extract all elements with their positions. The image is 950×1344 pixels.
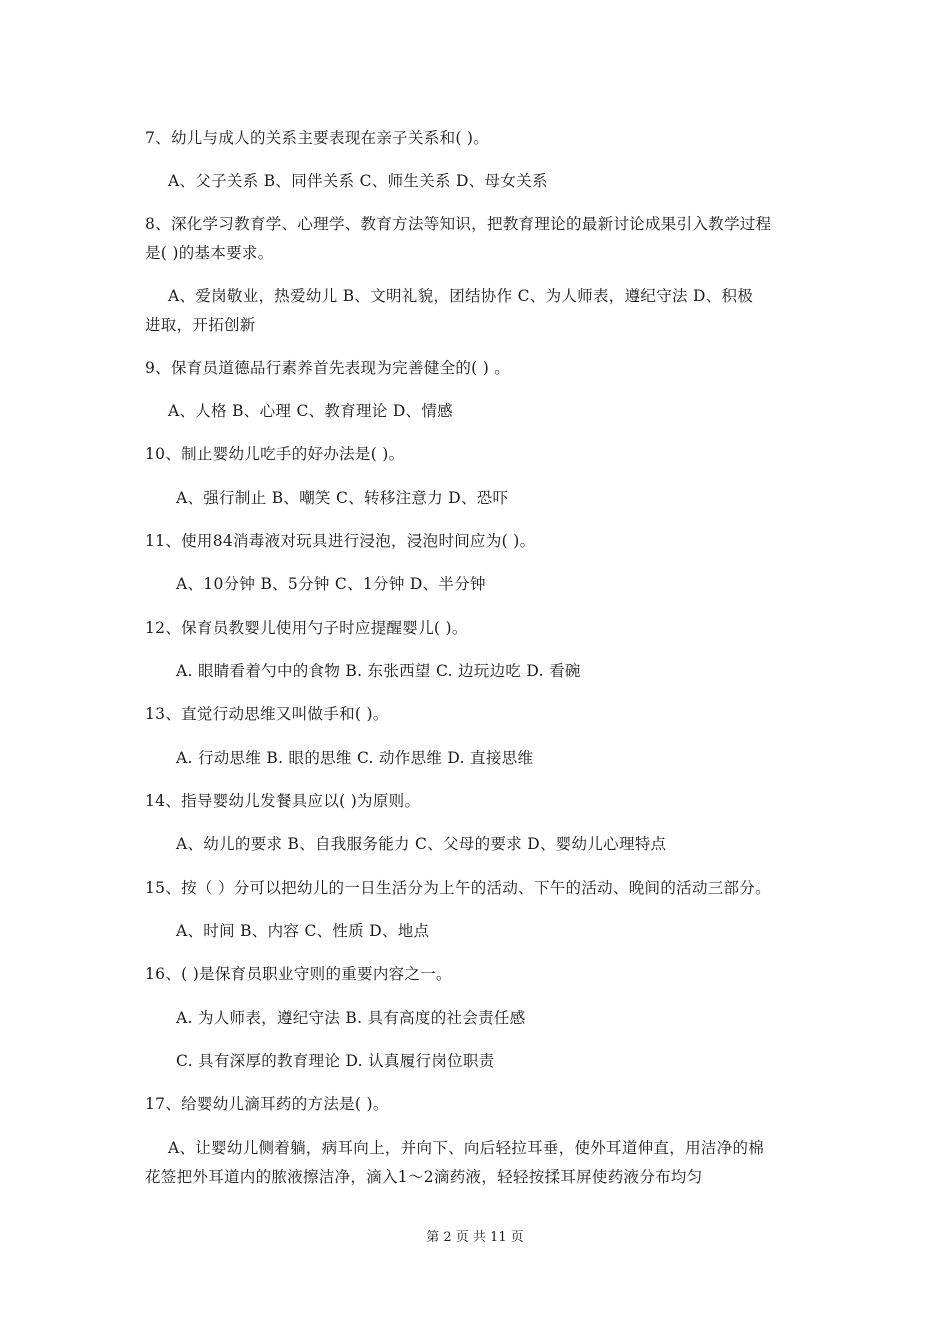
question-8: 8、深化学习教育学、心理学、教育方法等知识，把教育理论的最新讨论成果引入教学过程: [145, 215, 772, 233]
question-11: 11、使用84消毒液对玩具进行浸泡，浸泡时间应为( )。: [145, 532, 536, 550]
question-12: 12、保育员教婴儿使用勺子时应提醒婴儿( )。: [145, 619, 468, 637]
options-11: A、10分钟 B、5分钟 C、1分钟 D、半分钟: [176, 575, 486, 593]
options-8: A、爱岗敬业，热爱幼儿 B、文明礼貌，团结协作 C、为人师表，遵纪守法 D、积极: [168, 287, 754, 305]
options-7: A、父子关系 B、同伴关系 C、师生关系 D、母女关系: [168, 172, 548, 190]
question-10: 10、制止婴幼儿吃手的好办法是( )。: [145, 445, 405, 463]
options-10: A、强行制止 B、嘲笑 C、转移注意力 D、恐吓: [176, 489, 509, 507]
options-14: A、幼儿的要求 B、自我服务能力 C、父母的要求 D、婴幼儿心理特点: [176, 835, 667, 853]
question-14: 14、指导婴幼儿发餐具应以( )为原则。: [145, 792, 421, 810]
options-17-cont: 花签把外耳道内的脓液擦洁净，滴入1～2滴药液，轻轻按揉耳屏使药液分布均匀: [145, 1168, 703, 1186]
question-7: 7、幼儿与成人的关系主要表现在亲子关系和( )。: [145, 129, 490, 147]
question-8-cont: 是( )的基本要求。: [145, 244, 274, 262]
question-16: 16、( )是保育员职业守则的重要内容之一。: [145, 965, 452, 983]
options-8-cont: 进取，开拓创新: [145, 316, 256, 334]
question-17: 17、给婴幼儿滴耳药的方法是( )。: [145, 1095, 389, 1113]
options-9: A、人格 B、心理 C、教育理论 D、情感: [168, 402, 453, 420]
question-15: 15、按（ ）分可以把幼儿的一日生活分为上午的活动、下午的活动、晚间的活动三部分。: [145, 879, 771, 897]
options-16-row2: C. 具有深厚的教育理论 D. 认真履行岗位职责: [176, 1052, 495, 1070]
options-12: A. 眼睛看着勺中的食物 B. 东张西望 C. 边玩边吃 D. 看碗: [176, 662, 581, 680]
options-16-row1: A. 为人师表，遵纪守法 B. 具有高度的社会责任感: [176, 1009, 526, 1027]
options-17: A、让婴幼儿侧着躺，病耳向上，并向下、向后轻拉耳垂，使外耳道伸直，用洁净的棉: [168, 1139, 765, 1157]
options-13: A. 行动思维 B. 眼的思维 C. 动作思维 D. 直接思维: [176, 749, 534, 767]
question-9: 9、保育员道德品行素养首先表现为完善健全的( ) 。: [145, 359, 511, 377]
question-13: 13、直觉行动思维又叫做手和( )。: [145, 705, 389, 723]
options-15: A、时间 B、内容 C、性质 D、地点: [176, 922, 430, 940]
page-footer: 第 2 页 共 11 页: [426, 1230, 524, 1245]
